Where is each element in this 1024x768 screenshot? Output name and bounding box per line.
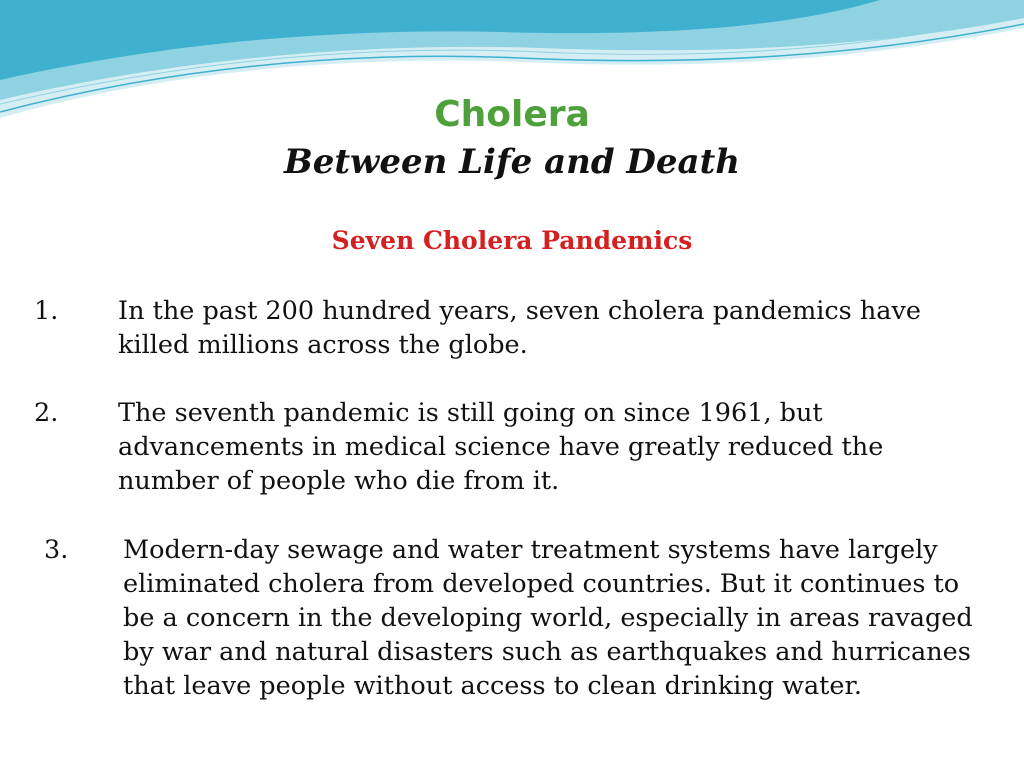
list-item <box>34 294 980 364</box>
list-item-number: 1. <box>34 296 59 326</box>
section-heading: Seven Cholera Pandemics <box>331 226 693 255</box>
list-item-text: Modern-day sewage and water treatment systems have largely eliminated cholera from developed countries. But it continues to be a concern in the developing world, especially in areas ravaged by war and natural disasters such as earthquakes and hurricanes that leave people without access to clean drinking water. <box>123 535 973 701</box>
list-item <box>34 396 980 500</box>
list-item-number: 3. <box>44 535 69 565</box>
list-item-text: In the past 200 hundred years, seven cholera pandemics have killed millions across the globe. <box>118 296 922 360</box>
list-item <box>44 533 990 739</box>
list-item-number: 2. <box>34 398 59 428</box>
slide-subtitle: Between Life and Death <box>283 142 740 182</box>
slide-title: Cholera <box>434 94 590 135</box>
list-item-text: The seventh pandemic is still going on since 1961, but advancements in medical science have greatly reduced the number of people who die from it. <box>118 398 884 496</box>
